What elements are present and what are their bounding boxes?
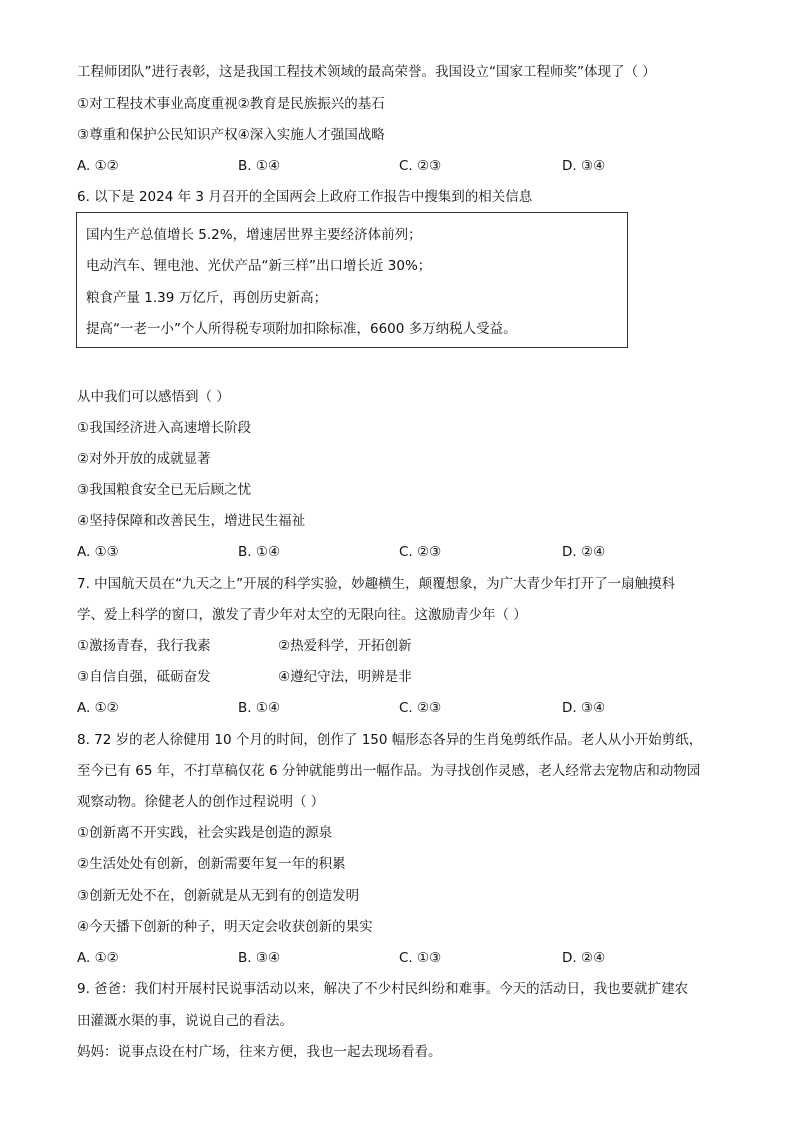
q7-statement: ②热爱科学，开拓创新 <box>278 638 412 654</box>
q9-line-3: 妈妈：说事点设在村广场，往来方便，我也一起去现场看看。 <box>77 1044 442 1060</box>
q6-option-c[interactable]: C. ②③ <box>399 544 442 560</box>
q8-option-a[interactable]: A. ①② <box>77 950 119 966</box>
q7-statements-row-2 <box>77 668 717 686</box>
q5-option-b[interactable]: B. ①④ <box>238 158 281 174</box>
q7-option-c[interactable]: C. ②③ <box>399 700 442 716</box>
q8-statement: ④今天播下创新的种子，明天定会收获创新的果实 <box>77 919 373 935</box>
q8-options <box>77 949 717 967</box>
q8-stem-line-1: 8. 72 岁的老人徐健用 10 个月的时间，创作了 150 幅形态各异的生肖兔剪纸作品。老人从小开始剪纸， <box>77 732 703 748</box>
q6-statement: ④坚持保障和改善民生，增进民生福祉 <box>77 513 306 529</box>
q6-statement: ③我国粮食安全已无后顾之忧 <box>77 482 252 498</box>
q6-stem: 6. 以下是 2024 年 3 月召开的全国两会上政府工作报告中搜集到的相关信息 <box>77 189 533 205</box>
q6-info-box <box>76 212 628 348</box>
q9-line-1: 9. 爸爸：我们村开展村民说事活动以来，解决了不少村民纠纷和难事。今天的活动日，我也要就扩建农 <box>77 981 689 997</box>
q5-options <box>77 157 717 175</box>
q8-statement: ①创新离不开实践，社会实践是创造的源泉 <box>77 825 333 841</box>
q8-statement: ②生活处处有创新，创新需要年复一年的积累 <box>77 856 346 872</box>
q6-box-line: 粮食产量 1.39 万亿斤，再创历史新高； <box>86 290 328 306</box>
q5-statements-1: ①对工程技术事业高度重视②教育是民族振兴的基石 <box>77 96 385 112</box>
q7-option-a[interactable]: A. ①② <box>77 700 119 716</box>
q6-box-line: 提高“一老一小”个人所得税专项附加扣除标准，6600 多万纳税人受益。 <box>86 321 517 337</box>
q8-option-c[interactable]: C. ①③ <box>399 950 442 966</box>
q7-statement: ③自信自强，砥砺奋发 <box>77 669 211 685</box>
q7-stem-line-2: 学、爱上科学的窗口，激发了青少年对太空的无限向往。这激励青少年（ ） <box>77 607 527 623</box>
q6-box-line: 电动汽车、锂电池、光伏产品“新三样”出口增长近 30%； <box>86 258 432 274</box>
q6-statement: ②对外开放的成就显著 <box>77 451 211 467</box>
q6-box-line: 国内生产总值增长 5.2%，增速居世界主要经济体前列； <box>86 227 422 243</box>
q5-option-c[interactable]: C. ②③ <box>399 158 442 174</box>
q7-statements-row-1 <box>77 637 717 655</box>
q6-question: 从中我们可以感悟到（ ） <box>77 389 230 405</box>
q5-option-d[interactable]: D. ③④ <box>562 158 606 174</box>
q6-option-a[interactable]: A. ①③ <box>77 544 119 560</box>
q8-option-d[interactable]: D. ②④ <box>562 950 606 966</box>
q6-statement: ①我国经济进入高速增长阶段 <box>77 420 252 436</box>
q6-option-d[interactable]: D. ②④ <box>562 544 606 560</box>
q8-statement: ③创新无处不在，创新就是从无到有的创造发明 <box>77 888 360 904</box>
q5-statements-2: ③尊重和保护公民知识产权④深入实施人才强国战略 <box>77 127 385 143</box>
q7-stem-line-1: 7. 中国航天员在“九天之上”开展的科学实验，妙趣横生，颠覆想象，为广大青少年打开了一扇触摸科 <box>77 576 676 592</box>
q9-line-2: 田灌溉水渠的事，说说自己的看法。 <box>77 1013 293 1029</box>
q7-options <box>77 699 717 717</box>
q5-stem: 工程师团队”进行表彰，这是我国工程技术领域的最高荣誉。我国设立“国家工程师奖”体现了（ ） <box>77 64 656 80</box>
q7-statement: ④遵纪守法，明辨是非 <box>278 669 412 685</box>
q8-stem-line-3: 观察动物。徐健老人的创作过程说明（ ） <box>77 794 325 810</box>
q8-stem-line-2: 至今已有 65 年，不打草稿仅花 6 分钟就能剪出一幅作品。为寻找创作灵感，老人经常去宠物店和动物园 <box>77 763 701 779</box>
q8-option-b[interactable]: B. ③④ <box>238 950 281 966</box>
q6-options <box>77 543 717 561</box>
q7-option-d[interactable]: D. ③④ <box>562 700 606 716</box>
q5-option-a[interactable]: A. ①② <box>77 158 119 174</box>
q6-option-b[interactable]: B. ①④ <box>238 544 281 560</box>
q7-option-b[interactable]: B. ①④ <box>238 700 281 716</box>
q7-statement: ①激扬青春，我行我素 <box>77 638 211 654</box>
